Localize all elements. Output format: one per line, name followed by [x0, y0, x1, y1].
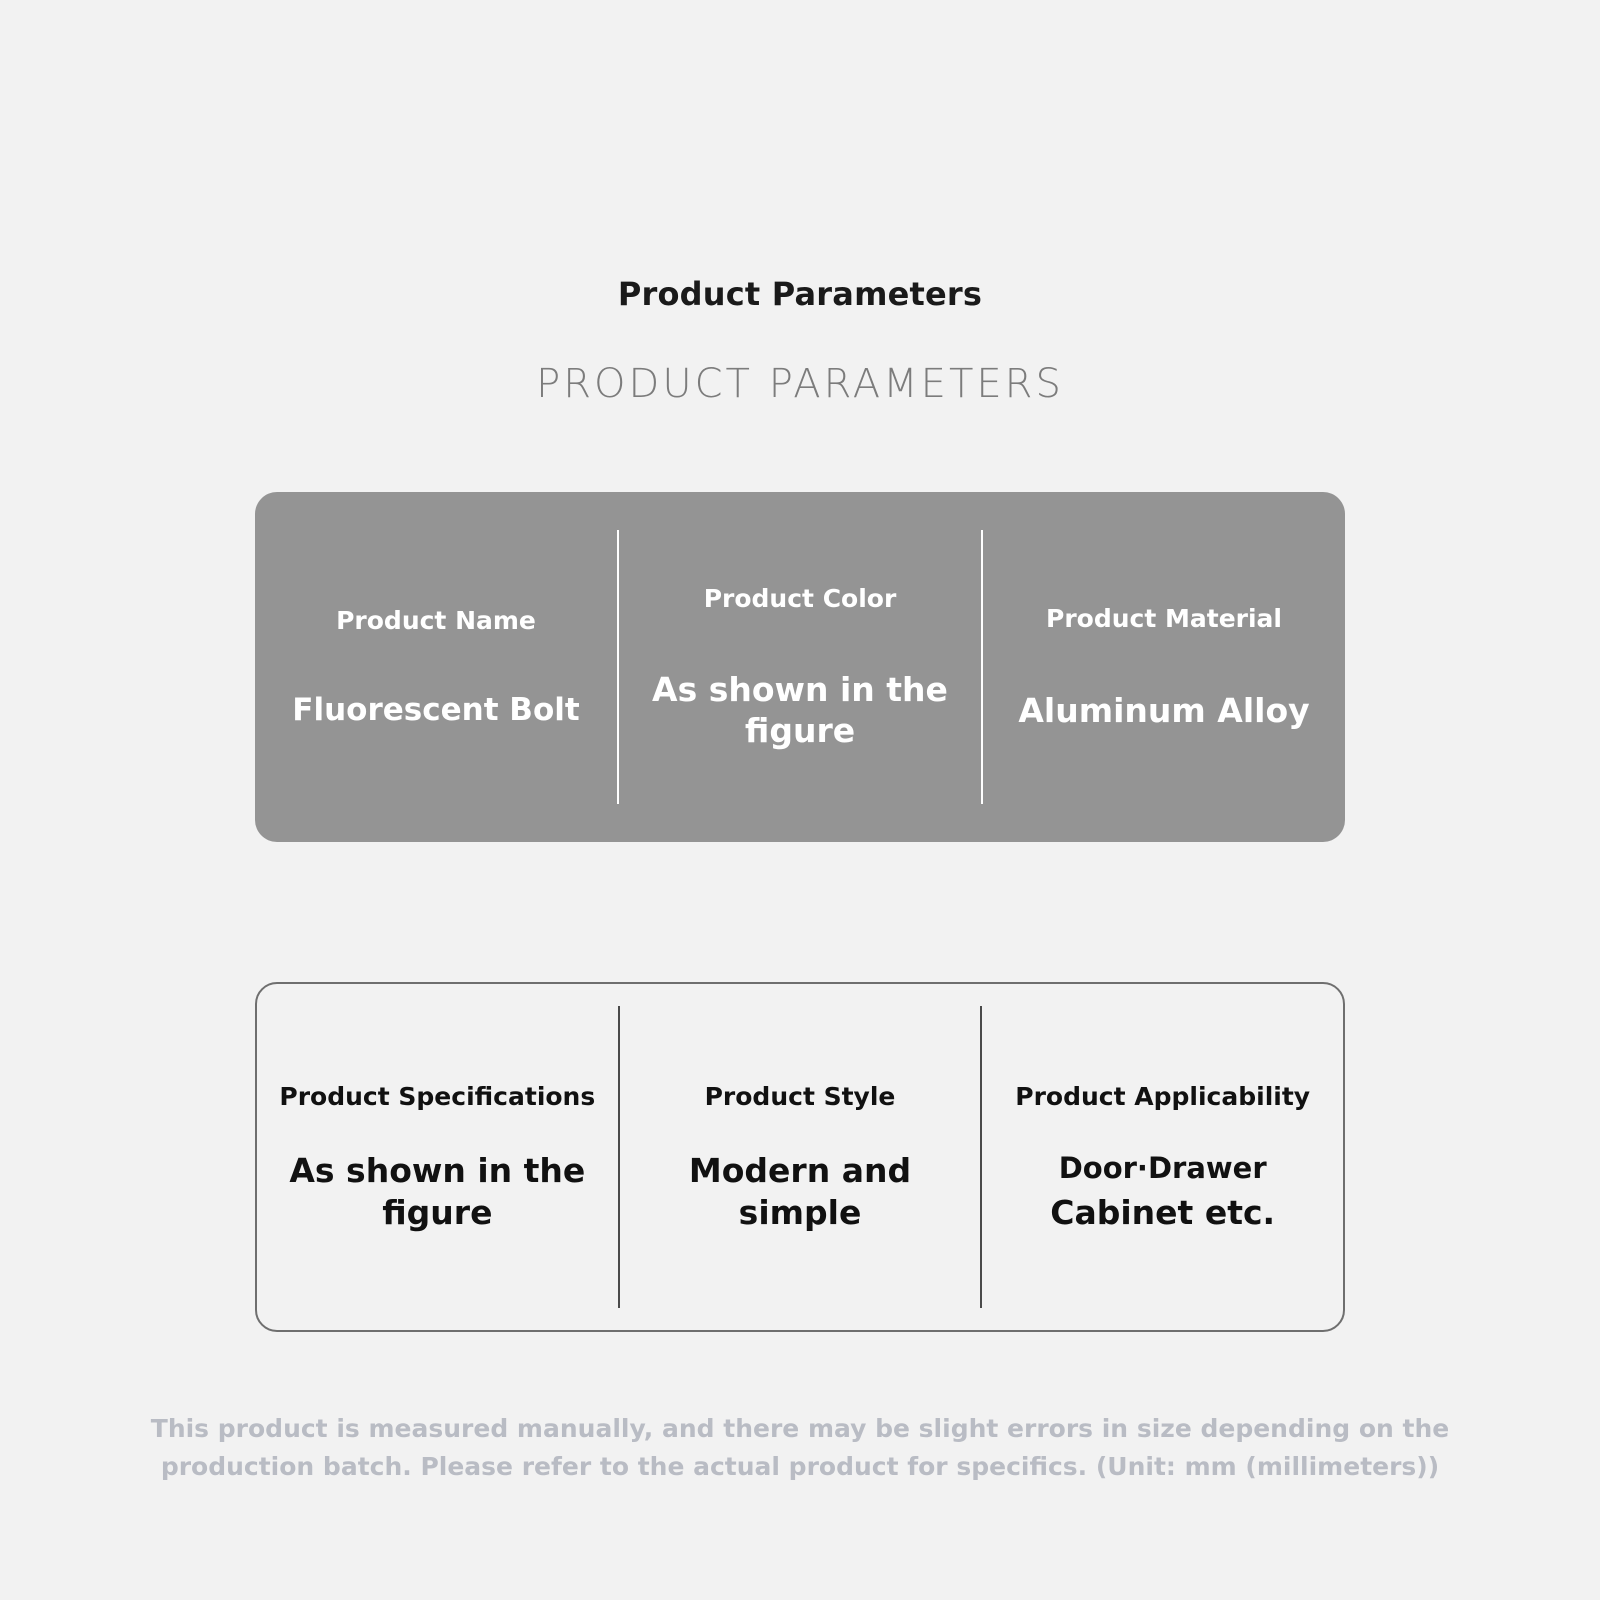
parameter-label: Product Color: [703, 583, 897, 613]
parameter-label: Product Specifications: [279, 1082, 596, 1112]
parameter-value: Aluminum Alloy: [1018, 690, 1310, 730]
page-title: Product Parameters: [617, 275, 983, 313]
parameter-label: Product Material: [1046, 604, 1282, 634]
parameter-cell-product-material: [983, 492, 1345, 842]
parameter-cell-product-color: [619, 492, 981, 842]
parameter-cell-product-specifications: [257, 984, 618, 1330]
parameter-value: Modern and simple: [688, 1151, 912, 1232]
parameter-label: Product Name: [336, 605, 536, 635]
parameter-value: Fluorescent Bolt: [292, 691, 580, 728]
measurement-disclaimer: This product is measured manually, and there may be slight errors in size depending on the production batch. Please refer to the actual product for specifics. (Unit: mm (millimeters)): [150, 1414, 1450, 1481]
parameters-table-primary: [255, 492, 1345, 842]
parameter-value: As shown in the figure: [652, 669, 948, 751]
parameter-label: Product Style: [704, 1082, 896, 1112]
parameter-cell-product-name: [255, 492, 617, 842]
parameter-cell-product-style: [620, 984, 981, 1330]
parameter-value: As shown in the figure: [289, 1151, 586, 1232]
parameters-table-secondary: [255, 982, 1345, 1332]
parameter-cell-product-applicability: [982, 984, 1343, 1330]
parameter-label: Product Applicability: [1015, 1081, 1311, 1111]
parameter-value-line1: Door·Drawer: [1058, 1150, 1267, 1185]
page-subtitle: PRODUCT PARAMETERS: [536, 361, 1064, 407]
parameter-value-line2: Cabinet etc.: [1050, 1193, 1276, 1233]
